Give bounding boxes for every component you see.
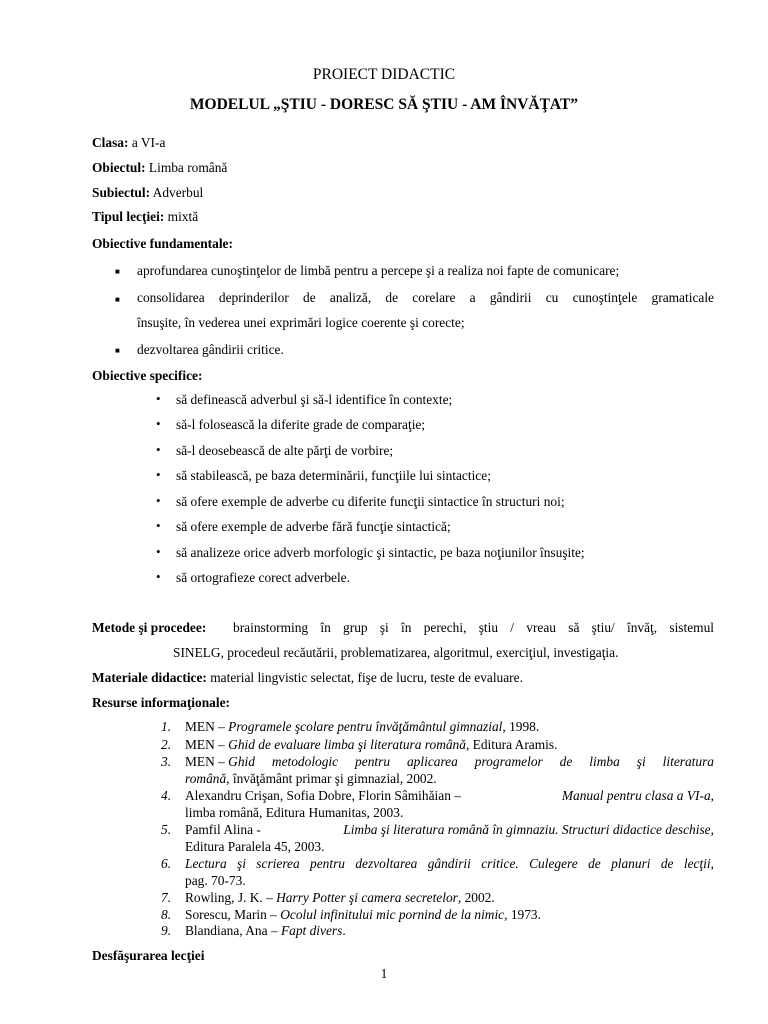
- tipul-value: mixtă: [167, 209, 199, 224]
- clasa-label: Clasa:: [92, 135, 129, 150]
- round-bullet-icon: •: [156, 416, 161, 431]
- resource-item-5-line1: Pamfil Alina - Limba şi literatura română în gimnaziu. Structuri didactice deschise ,: [185, 822, 714, 837]
- specific-item: să ortografieze corect adverbele.: [176, 570, 350, 585]
- specific-item: să ofere exemple de adverbe cu diferite funcţii sintactice în structuri noi;: [176, 494, 565, 509]
- resource-item-7: Rowling, J. K. – Harry Potter şi camera secretelor, 2002.: [185, 890, 495, 905]
- page-subtitle: MODELUL „ŞTIU - DORESC SĂ ŞTIU - AM ÎNVĂŢAT”: [189, 96, 579, 113]
- resource-number: 6.: [161, 856, 172, 871]
- resource-item-3-line2: română, învăţământ primar şi gimnazial, 2002.: [185, 771, 437, 786]
- resource-number: 9.: [161, 923, 172, 938]
- square-bullet-icon: ■: [115, 346, 120, 355]
- resource-number: 4.: [161, 788, 172, 803]
- resource-item-9: Blandiana, Ana – Fapt divers.: [185, 923, 346, 938]
- specific-item: să ofere exemple de adverbe fără funcţie sintactică;: [176, 519, 451, 534]
- resource-item-1: MEN – Programele şcolare pentru învăţământul gimnazial, 1998.: [185, 719, 540, 734]
- materiale-line: [92, 670, 523, 685]
- desfasurarea-heading: Desfăşurarea lecţiei: [92, 948, 205, 963]
- obiective-fundamentale-heading: Obiective fundamentale:: [92, 236, 233, 251]
- round-bullet-icon: •: [156, 442, 161, 457]
- specific-item: să definească adverbul şi să-l identifice în contexte;: [176, 392, 453, 407]
- obiectul-value: Limba română: [148, 160, 228, 175]
- resource-item-3-line1: MEN – Ghid metodologic pentru aplicarea programelor de limba şi literatura: [185, 754, 714, 769]
- metode-line1: [92, 620, 714, 635]
- resource-number: 5.: [161, 822, 172, 837]
- round-bullet-icon: •: [156, 518, 161, 533]
- fundamental-item-1: aprofundarea cunoştinţelor de limbă pentru a percepe şi a realiza noi fapte de comunicare;: [137, 263, 620, 278]
- resource-number: 8.: [161, 907, 172, 922]
- metode-text-line1: brainstorming în grup şi în perechi, ştiu / vreau să ştiu/ învăţ, sistemul: [233, 620, 714, 635]
- fundamental-item-2-line2: însuşite, în vederea unei exprimări logice coerente şi corecte;: [137, 315, 465, 330]
- obiective-specifice-heading: Obiective specifice:: [92, 368, 203, 383]
- subiectul-value: Adverbul: [152, 185, 204, 200]
- specific-item: să-l deosebească de alte părţi de vorbire;: [176, 443, 394, 458]
- resource-item-2: MEN – Ghid de evaluare limba şi literatura română, Editura Aramis.: [185, 737, 558, 752]
- specific-item: să analizeze orice adverb morfologic şi sintactic, pe baza noţiunilor însuşite;: [176, 545, 585, 560]
- obiectul-line: [92, 160, 227, 175]
- page-title: PROIECT DIDACTIC: [312, 66, 456, 83]
- resource-item-4-line1: Alexandru Crişan, Sofia Dobre, Florin Sâmihăian – Manual pentru clasa a VI-a ,: [185, 788, 714, 803]
- clasa-line: [92, 135, 165, 150]
- resource-item-8: Sorescu, Marin – Ocolul infinitului mic pornind de la nimic, 1973.: [185, 907, 541, 922]
- specific-item: să stabilească, pe baza determinării, funcţiile lui sintactice;: [176, 468, 491, 483]
- page-number: 1: [380, 966, 388, 981]
- fundamental-item-2-line1: consolidarea deprinderilor de analiză, de corelare a gândirii cu cunoştinţele gramaticale: [137, 290, 714, 305]
- resource-item-6-line2: pag. 70-73.: [185, 873, 246, 888]
- square-bullet-icon: ■: [115, 295, 120, 304]
- subiectul-line: [92, 185, 203, 200]
- round-bullet-icon: •: [156, 467, 161, 482]
- round-bullet-icon: •: [156, 391, 161, 406]
- resource-number: 1.: [161, 719, 172, 734]
- round-bullet-icon: •: [156, 544, 161, 559]
- tipul-label: Tipul lecţiei:: [92, 209, 165, 224]
- materiale-label: Materiale didactice:: [92, 670, 207, 685]
- materiale-value: material lingvistic selectat, fişe de lucru, teste de evaluare.: [210, 670, 523, 685]
- specific-item: să-l folosească la diferite grade de comparaţie;: [176, 417, 426, 432]
- metode-label: Metode şi procedee:: [92, 620, 207, 635]
- round-bullet-icon: •: [156, 569, 161, 584]
- round-bullet-icon: •: [156, 493, 161, 508]
- resource-item-6-line1: Lectura şi scrierea pentru dezvoltarea gândirii critice. Culegere de planuri de lecţii ,: [185, 856, 714, 871]
- fundamental-item-3: dezvoltarea gândirii critice.: [137, 342, 284, 357]
- square-bullet-icon: ■: [115, 267, 120, 276]
- clasa-value: a VI-a: [131, 135, 166, 150]
- resource-item-4-line2: limba română, Editura Humanitas, 2003.: [185, 805, 404, 820]
- metode-line2: SINELG, procedeul recăutării, problematizarea, algoritmul, exerciţiul, investigaţia.: [173, 645, 619, 660]
- resource-item-5-line2: Editura Paralela 45, 2003.: [185, 839, 325, 854]
- tipul-lectiei-line: [92, 209, 198, 224]
- resource-number: 2.: [161, 737, 172, 752]
- resource-number: 3.: [161, 754, 172, 769]
- resurse-heading: Resurse informaţionale:: [92, 695, 230, 710]
- resource-number: 7.: [161, 890, 172, 905]
- subiectul-label: Subiectul:: [92, 185, 151, 200]
- obiectul-label: Obiectul:: [92, 160, 146, 175]
